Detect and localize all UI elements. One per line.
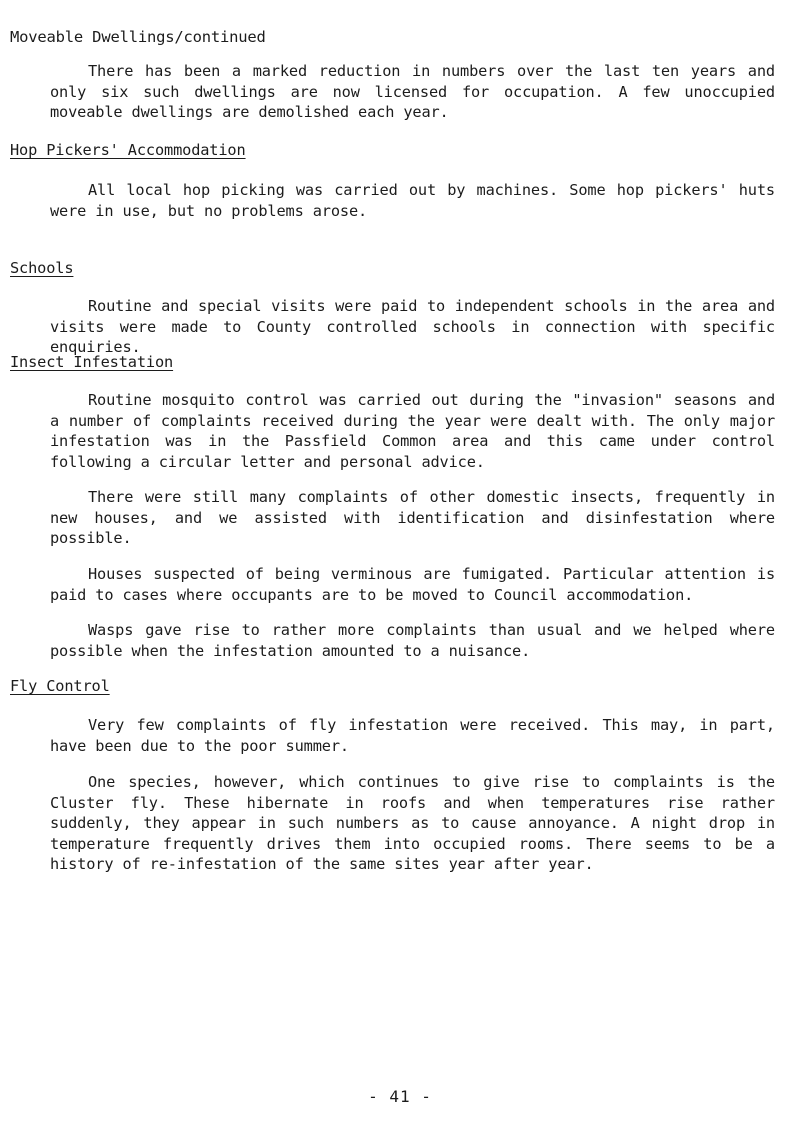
paragraph: Routine mosquito control was carried out during the "invasion" seasons and a number of complaints received during the year were dealt with. The only major infestation was in the Passfield Common area and this came under control following a circular letter and personal advice. [50, 391, 775, 471]
section-heading-fly-control [10, 676, 735, 697]
section-heading: Fly Control [10, 677, 110, 695]
running-head: Moveable Dwellings/continued [10, 28, 266, 46]
section-hop-pickers [50, 180, 775, 221]
section-fly-control-p1 [50, 715, 775, 756]
section-heading: Insect Infestation [10, 353, 174, 371]
section-insect-infestation-p1 [50, 390, 775, 472]
section-moveable-dwellings [50, 61, 775, 123]
section-fly-control-p2 [50, 772, 775, 875]
section-heading-hop-pickers [10, 140, 735, 161]
section-heading: Hop Pickers' Accommodation [10, 141, 246, 159]
section-schools [50, 296, 775, 358]
page-number: - 41 - [368, 1087, 432, 1106]
section-insect-infestation-p4 [50, 620, 775, 661]
section-heading: Schools [10, 259, 74, 277]
paragraph: Wasps gave rise to rather more complaints than usual and we helped where possible when the infestation amounted to a nuisance. [50, 621, 775, 660]
paragraph: Houses suspected of being verminous are fumigated. Particular attention is paid to cases where occupants are to be moved to Council accommodation. [50, 565, 775, 604]
section-insect-infestation-p2 [50, 487, 775, 549]
section-heading-schools [10, 258, 735, 279]
paragraph: Very few complaints of fly infestation were received. This may, in part, have been due to the poor summer. [50, 716, 775, 755]
paragraph: Routine and special visits were paid to independent schools in the area and visits were made to County controlled schools in connection with specific enquiries. [50, 297, 775, 356]
paragraph: One species, however, which continues to give rise to complaints is the Cluster fly. These hibernate in roofs and when temperatures rise rather suddenly, they appear in such numbers as to cause annoyance. A night drop in temperature frequently drives them into occupied rooms. There seems to be a history of re-infestation of the same sites year after year. [50, 773, 775, 873]
section-insect-infestation-p3 [50, 564, 775, 605]
paragraph: There were still many complaints of other domestic insects, frequently in new houses, and we assisted with identification and disinfestation where possible. [50, 488, 775, 547]
section-heading-insect-infestation [10, 352, 735, 373]
paragraph: All local hop picking was carried out by machines. Some hop pickers' huts were in use, but no problems arose. [50, 181, 775, 220]
paragraph: There has been a marked reduction in numbers over the last ten years and only six such dwellings are now licensed for occupation. A few unoccupied moveable dwellings are demolished each year. [50, 62, 775, 121]
